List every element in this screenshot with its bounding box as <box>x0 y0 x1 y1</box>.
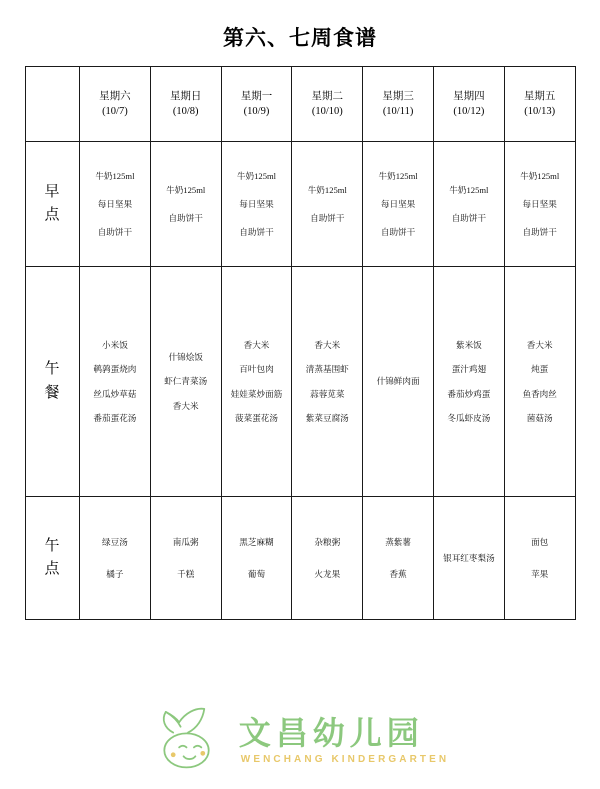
menu-item: 牛奶125ml <box>449 184 489 195</box>
day-header-saturday <box>80 67 151 142</box>
day-header-monday <box>221 67 292 142</box>
table-header <box>26 67 576 142</box>
table-body <box>26 142 576 620</box>
menu-item: 虾仁青菜汤 <box>164 376 208 387</box>
menu-item: 牛奶125ml <box>166 184 206 195</box>
day-name: 星期一 <box>240 90 273 102</box>
menu-item: 每日坚果 <box>239 198 274 209</box>
day-name: 星期六 <box>99 90 131 102</box>
row-label-char: 点 <box>44 561 61 577</box>
meal-cell-snack-sunday <box>150 497 221 620</box>
day-date: (10/12) <box>453 106 485 117</box>
meal-cell-breakfast-saturday <box>80 142 151 267</box>
meal-cell-lunch-tuesday <box>292 267 363 497</box>
meal-row-lunch <box>26 267 576 497</box>
meal-cell-snack-friday <box>504 497 575 620</box>
menu-item: 香蕉 <box>389 569 407 579</box>
logo-text-block <box>239 715 449 766</box>
menu-item: 牛奶125ml <box>236 170 277 181</box>
meal-cell-lunch-monday <box>221 267 292 497</box>
row-label-char: 点 <box>44 207 61 223</box>
menu-item: 炖蛋 <box>531 364 549 375</box>
menu-item: 每日坚果 <box>380 198 416 209</box>
menu-item: 银耳红枣梨汤 <box>443 552 495 563</box>
day-name: 星期三 <box>382 90 414 102</box>
menu-item: 面包 <box>531 536 549 547</box>
menu-item: 千糕 <box>177 569 195 579</box>
menu-item: 蒸紫薯 <box>385 536 411 547</box>
row-label-lunch <box>26 267 80 497</box>
menu-item: 牛奶125ml <box>307 184 347 195</box>
menu-item: 香大米 <box>172 400 199 411</box>
menu-item: 自助饼干 <box>239 227 274 238</box>
meal-cell-lunch-friday <box>504 267 575 497</box>
row-label-afternoon-snack <box>26 497 80 620</box>
menu-item: 鱼香肉丝 <box>522 388 557 399</box>
day-header-tuesday <box>292 67 363 142</box>
meal-cell-breakfast-friday <box>504 142 575 267</box>
meal-cell-lunch-thursday <box>433 267 504 497</box>
menu-item: 自助饼干 <box>168 213 203 223</box>
day-date: (10/8) <box>172 106 199 117</box>
logo-name-cn: 文昌幼儿园 <box>238 714 424 751</box>
menu-item: 小米饭 <box>102 339 128 350</box>
kindergarten-logo <box>0 700 600 780</box>
meal-cell-snack-saturday <box>80 497 151 620</box>
menu-item: 紫菜豆腐汤 <box>305 412 349 423</box>
day-header-friday <box>504 67 575 142</box>
menu-item: 蒜蓉苋菜 <box>310 388 345 399</box>
day-header-sunday <box>150 67 221 142</box>
menu-item: 橘子 <box>106 569 124 579</box>
day-name: 星期日 <box>169 90 202 102</box>
menu-item: 黑芝麻糊 <box>239 536 274 547</box>
menu-item: 苹果 <box>531 569 549 579</box>
menu-item: 南瓜粥 <box>172 536 199 547</box>
row-label-char: 午 <box>44 537 61 554</box>
menu-item: 菠菜蛋花汤 <box>235 412 278 423</box>
menu-item: 牛奶125ml <box>378 170 418 181</box>
menu-item: 番茄蛋花汤 <box>93 412 137 423</box>
menu-item: 自助饼干 <box>97 227 133 238</box>
menu-item: 香大米 <box>526 339 553 350</box>
menu-item: 火龙果 <box>314 569 341 579</box>
meal-cell-snack-tuesday <box>292 497 363 620</box>
header-row <box>26 67 576 142</box>
menu-item: 丝瓜炒草菇 <box>93 388 137 399</box>
day-date: (10/9) <box>243 106 270 117</box>
table-corner-cell <box>26 67 80 142</box>
menu-item: 自助饼干 <box>380 227 416 238</box>
meal-row-afternoon-snack <box>26 497 576 620</box>
menu-item: 冬瓜虾皮汤 <box>447 412 491 423</box>
meal-cell-breakfast-thursday <box>433 142 504 267</box>
page-title: 第六、七周食谱 <box>223 26 377 50</box>
row-label-char: 早 <box>44 183 61 200</box>
meal-cell-breakfast-monday <box>221 142 292 267</box>
menu-item: 什锦烩饭 <box>168 352 203 363</box>
menu-item: 自助饼干 <box>522 227 557 238</box>
row-label-char: 餐 <box>44 384 61 401</box>
mascot-child-face-icon <box>151 703 225 777</box>
meal-cell-breakfast-wednesday <box>363 142 434 267</box>
day-date: (10/11) <box>382 106 414 117</box>
menu-item: 杂粮粥 <box>314 536 341 547</box>
meal-cell-snack-thursday <box>433 497 504 620</box>
meal-cell-lunch-wednesday <box>363 267 434 497</box>
menu-item: 葡萄 <box>247 569 266 579</box>
day-name: 星期五 <box>523 90 556 102</box>
menu-item: 每日坚果 <box>97 198 133 209</box>
menu-item: 百叶包肉 <box>239 364 274 375</box>
menu-item: 香大米 <box>243 339 270 350</box>
menu-item: 自助饼干 <box>310 213 345 223</box>
meal-row-breakfast <box>26 142 576 267</box>
menu-item: 什锦鲜肉面 <box>376 376 420 387</box>
row-label-char: 午 <box>44 361 61 378</box>
day-date: (10/13) <box>524 106 556 117</box>
menu-item: 鹌鹑蛋烧肉 <box>93 364 137 375</box>
menu-item: 菌菇汤 <box>526 412 553 423</box>
meal-cell-snack-monday <box>221 497 292 620</box>
menu-item: 香大米 <box>314 339 341 350</box>
day-name: 星期二 <box>311 90 344 102</box>
menu-item: 牛奶125ml <box>520 170 560 181</box>
row-label-breakfast <box>26 142 80 267</box>
day-header-wednesday <box>363 67 434 142</box>
menu-item: 紫米饭 <box>455 339 482 350</box>
menu-item: 蛋汁鸡翅 <box>451 364 487 375</box>
menu-item: 每日坚果 <box>522 198 557 209</box>
meal-cell-breakfast-tuesday <box>292 142 363 267</box>
menu-table-wrapper <box>25 66 575 620</box>
menu-item: 绿豆汤 <box>102 536 128 547</box>
menu-item: 自助饼干 <box>451 213 487 223</box>
menu-item: 番茄炒鸡蛋 <box>447 388 491 399</box>
day-name: 星期四 <box>453 90 485 102</box>
weekly-menu-table <box>25 66 576 620</box>
menu-item: 娃娃菜炒面筋 <box>230 388 283 399</box>
logo-name-en: WENCHANG KINDERGARTEN <box>240 754 450 766</box>
day-date: (10/10) <box>311 106 343 117</box>
menu-item: 清蒸基围虾 <box>305 364 349 375</box>
menu-item: 牛奶125ml <box>95 170 135 181</box>
meal-cell-lunch-saturday <box>80 267 151 497</box>
meal-cell-lunch-sunday <box>150 267 221 497</box>
day-header-thursday <box>433 67 504 142</box>
day-date: (10/7) <box>102 106 128 117</box>
meal-cell-breakfast-sunday <box>150 142 221 267</box>
meal-cell-snack-wednesday <box>363 497 434 620</box>
